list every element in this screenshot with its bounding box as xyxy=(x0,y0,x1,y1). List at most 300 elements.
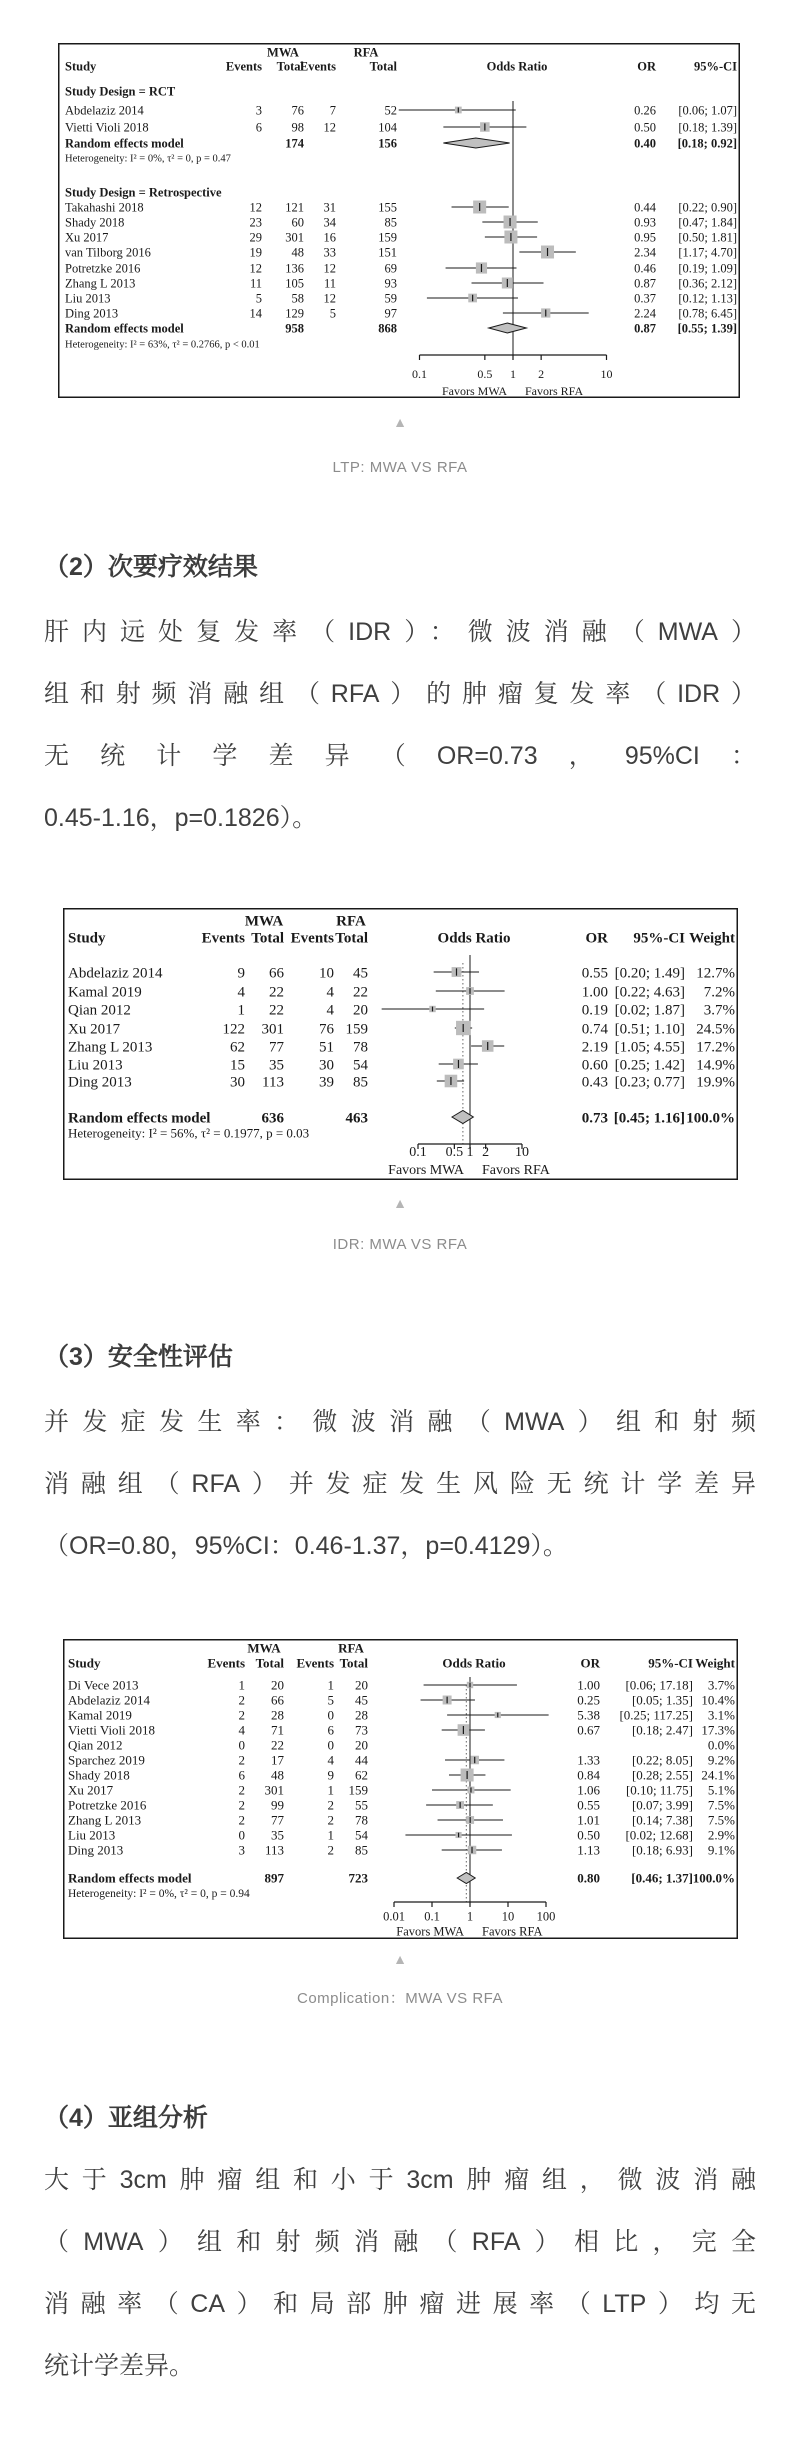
total1-value: 22 xyxy=(271,1737,284,1753)
or-value: 1.13 xyxy=(577,1842,600,1858)
events1-value: 14 xyxy=(249,306,262,321)
favors-left-label: Favors MWA xyxy=(396,1924,464,1939)
study-name: Qian 2012 xyxy=(68,1002,131,1019)
or-value: 2.34 xyxy=(634,245,656,260)
events2-value: 7 xyxy=(329,103,336,118)
events1-value: 5 xyxy=(255,291,262,306)
ci-value: [0.51; 1.10] xyxy=(614,1021,685,1038)
paragraph-line: 0.45-1.16，p=0.1826）。 xyxy=(44,804,318,832)
study-name: Zhang L 2013 xyxy=(68,1039,153,1056)
study-name: Qian 2012 xyxy=(68,1737,123,1753)
events2-value: 1 xyxy=(327,1782,334,1798)
ci-value: [0.22; 8.05] xyxy=(631,1752,693,1768)
triangle-separator-icon: ▲ xyxy=(393,414,407,430)
study-name: Abdelaziz 2014 xyxy=(68,1692,150,1708)
or-value: 2.24 xyxy=(634,306,656,321)
events2-value: 11 xyxy=(323,276,336,291)
total1-value: 66 xyxy=(271,1692,284,1708)
ci-value: [0.28; 2.55] xyxy=(631,1767,693,1783)
ci-value: [0.19; 1.09] xyxy=(678,261,737,276)
events1-value: 12 xyxy=(249,200,262,215)
ci-value: [1.05; 4.55] xyxy=(614,1039,685,1056)
summary-ci: [0.46; 1.37] xyxy=(631,1870,693,1886)
or-value: 0.55 xyxy=(581,965,608,982)
or-value: 5.38 xyxy=(577,1707,600,1723)
total2-value: 159 xyxy=(348,1782,368,1798)
ci-value: [0.47; 1.84] xyxy=(678,215,737,230)
events1-value: 1 xyxy=(238,1677,245,1693)
total1-value: 301 xyxy=(285,230,304,245)
total2-value: 54 xyxy=(355,1827,368,1843)
events2-value: 4 xyxy=(326,1002,334,1019)
paragraph-line: 无统计学差异（OR=0.73，95%CI： xyxy=(44,742,756,770)
col-header-group2: RFA xyxy=(336,913,366,930)
study-name: Kamal 2019 xyxy=(68,1707,132,1723)
total2-value: 20 xyxy=(355,1737,368,1753)
total1-value: 136 xyxy=(285,261,304,276)
events1-value: 3 xyxy=(255,103,262,118)
weight-value: 2.9% xyxy=(707,1827,735,1843)
events2-value: 9 xyxy=(327,1767,334,1783)
summary-total1: 174 xyxy=(285,136,304,151)
col-header-or: OR xyxy=(585,930,608,947)
section-heading-secondary-outcomes: （2）次要疗效结果 xyxy=(44,553,258,581)
or-value: 0.87 xyxy=(634,276,656,291)
events1-value: 23 xyxy=(249,215,262,230)
total2-value: 85 xyxy=(384,215,397,230)
weight-value: 7.5% xyxy=(707,1812,735,1828)
figure-caption-idr: IDR: MWA VS RFA xyxy=(332,1236,468,1253)
study-name: Xu 2017 xyxy=(68,1021,121,1038)
or-value: 2.19 xyxy=(581,1039,608,1056)
axis-tick-label: 0.1 xyxy=(409,1144,427,1160)
total1-value: 17 xyxy=(271,1752,284,1768)
col-header-events: Events xyxy=(296,1655,334,1671)
summary-or: 0.40 xyxy=(634,136,656,151)
favors-right-label: Favors RFA xyxy=(482,1924,543,1939)
total1-value: 20 xyxy=(271,1677,284,1693)
total2-value: 54 xyxy=(353,1057,368,1074)
paragraph-line: 统计学差异。 xyxy=(44,2352,195,2380)
total1-value: 76 xyxy=(291,103,304,118)
total1-value: 113 xyxy=(262,1074,284,1091)
total1-value: 129 xyxy=(285,306,304,321)
col-header-events: Events xyxy=(290,930,334,947)
article-body xyxy=(0,43,800,2397)
col-header-ci: 95%-CI xyxy=(693,59,737,74)
col-header-group2: RFA xyxy=(353,45,379,60)
study-name: Shady 2018 xyxy=(68,1767,130,1783)
study-name: Vietti Violi 2018 xyxy=(65,120,149,135)
or-value: 1.00 xyxy=(581,984,608,1001)
or-value: 0.19 xyxy=(581,1002,608,1019)
total2-value: 22 xyxy=(353,984,368,1001)
study-name: Abdelaziz 2014 xyxy=(65,103,144,118)
or-value: 0.50 xyxy=(634,120,656,135)
events2-value: 30 xyxy=(319,1057,334,1074)
events1-value: 19 xyxy=(249,245,262,260)
study-name: Takahashi 2018 xyxy=(65,200,144,215)
section-heading-subgroup: （4）亚组分析 xyxy=(44,2104,208,2132)
events2-value: 1 xyxy=(327,1677,334,1693)
total2-value: 73 xyxy=(355,1722,368,1738)
summary-label: Random effects model xyxy=(65,136,184,151)
col-header-weight: Weight xyxy=(689,930,735,947)
total2-value: 62 xyxy=(355,1767,368,1783)
total2-value: 45 xyxy=(353,965,368,982)
study-name: Shady 2018 xyxy=(65,215,125,230)
figure-block-ltp xyxy=(0,43,800,479)
events2-value: 0 xyxy=(327,1707,334,1723)
axis-tick-label: 100 xyxy=(536,1909,556,1924)
or-value: 0.74 xyxy=(581,1021,608,1038)
events2-value: 12 xyxy=(323,261,336,276)
total1-value: 113 xyxy=(264,1842,284,1858)
summary-label: Random effects model xyxy=(65,321,184,336)
axis-tick-label: 10 xyxy=(600,367,613,382)
ci-value: [0.05; 1.35] xyxy=(631,1692,693,1708)
study-name: Ding 2013 xyxy=(65,306,119,321)
favors-right-label: Favors RFA xyxy=(482,1162,550,1178)
or-value: 1.00 xyxy=(577,1677,600,1693)
or-value: 0.95 xyxy=(634,230,656,245)
axis-tick-label: 0.5 xyxy=(445,1144,464,1160)
events2-value: 1 xyxy=(327,1827,334,1843)
or-value: 0.50 xyxy=(577,1827,600,1843)
total1-value: 58 xyxy=(291,291,304,306)
total2-value: 78 xyxy=(355,1812,368,1828)
col-header-study: Study xyxy=(65,59,97,74)
col-header-ci: 95%-CI xyxy=(648,1655,693,1671)
col-header-study: Study xyxy=(68,1655,101,1671)
total1-value: 301 xyxy=(264,1782,284,1798)
paragraph-line: 肝内远处复发率（IDR）：微波消融（MWA） xyxy=(44,618,756,646)
figure-caption-ltp: LTP: MWA VS RFA xyxy=(332,459,468,476)
ci-value: [0.18; 6.93] xyxy=(631,1842,693,1858)
paragraph-complication xyxy=(0,1391,800,1577)
events1-value: 2 xyxy=(238,1812,245,1828)
total2-value: 59 xyxy=(384,291,397,306)
or-value: 0.43 xyxy=(581,1074,608,1091)
ci-value: [0.23; 0.77] xyxy=(614,1074,685,1091)
ci-value: [1.17; 4.70] xyxy=(678,245,737,260)
forest-plot-ltp xyxy=(58,43,740,398)
weight-value: 14.9% xyxy=(696,1057,735,1074)
axis-tick-label: 1 xyxy=(466,1909,474,1924)
figure-block-complication xyxy=(0,1639,800,2010)
or-value: 0.25 xyxy=(577,1692,600,1708)
col-header-odds-ratio: Odds Ratio xyxy=(437,930,511,947)
heterogeneity-text: Heterogeneity: I² = 63%, τ² = 0.2766, p < 0.01 xyxy=(65,339,260,351)
axis-tick-label: 0.1 xyxy=(412,367,427,382)
col-header-total: Total xyxy=(276,59,304,74)
weight-value: 12.7% xyxy=(696,965,735,982)
col-header-group1: MWA xyxy=(267,45,299,60)
events2-value: 39 xyxy=(319,1074,334,1091)
total1-value: 77 xyxy=(269,1039,284,1056)
col-header-group2: RFA xyxy=(338,1640,364,1656)
events1-value: 9 xyxy=(237,965,245,982)
col-header-odds-ratio: Odds Ratio xyxy=(442,1655,506,1671)
total1-value: 48 xyxy=(271,1767,284,1783)
or-value: 1.33 xyxy=(577,1752,600,1768)
events2-value: 16 xyxy=(323,230,336,245)
study-name: van Tilborg 2016 xyxy=(65,245,151,260)
study-name: Xu 2017 xyxy=(65,230,109,245)
or-value: 0.26 xyxy=(634,103,656,118)
paragraph-line: 并发症发生率：微波消融（MWA）组和射频 xyxy=(44,1408,756,1436)
ci-value: [0.02; 12.68] xyxy=(625,1827,693,1843)
col-header-events: Events xyxy=(207,1655,245,1671)
total1-value: 301 xyxy=(261,1021,284,1038)
col-header-ci: 95%-CI xyxy=(633,930,685,947)
ci-value: [0.36; 2.12] xyxy=(678,276,737,291)
study-name: Di Vece 2013 xyxy=(68,1677,139,1693)
events2-value: 31 xyxy=(323,200,336,215)
events1-value: 6 xyxy=(238,1767,245,1783)
study-name: Potretzke 2016 xyxy=(68,1797,147,1813)
study-name: Kamal 2019 xyxy=(68,984,142,1001)
total2-value: 28 xyxy=(355,1707,368,1723)
total1-value: 99 xyxy=(271,1797,284,1813)
col-header-total: Total xyxy=(369,59,397,74)
ci-value: [0.78; 6.45] xyxy=(678,306,737,321)
weight-value: 9.2% xyxy=(707,1752,735,1768)
study-name: Potretzke 2016 xyxy=(65,261,141,276)
ci-value: [0.06; 17.18] xyxy=(625,1677,693,1693)
ci-value: [0.07; 3.99] xyxy=(631,1797,693,1813)
weight-value: 24.1% xyxy=(701,1767,735,1783)
summary-total1: 897 xyxy=(264,1870,284,1886)
summary-ci: [0.45; 1.16] xyxy=(613,1110,685,1127)
axis-tick-label: 2 xyxy=(482,1144,490,1160)
ci-value: [0.25; 1.42] xyxy=(614,1057,685,1074)
paragraph-idr xyxy=(0,601,800,849)
events2-value: 10 xyxy=(319,965,334,982)
ci-value: [0.02; 1.87] xyxy=(614,1002,685,1019)
events2-value: 5 xyxy=(327,1692,334,1708)
summary-label: Random effects model xyxy=(68,1110,211,1127)
study-name: Liu 2013 xyxy=(68,1057,123,1074)
events1-value: 0 xyxy=(238,1827,245,1843)
events1-value: 4 xyxy=(238,1722,245,1738)
events1-value: 2 xyxy=(238,1752,245,1768)
weight-value: 3.7% xyxy=(707,1677,735,1693)
weight-value: 9.1% xyxy=(707,1842,735,1858)
events2-value: 51 xyxy=(319,1039,334,1056)
summary-weight: 100.0% xyxy=(692,1870,735,1886)
col-header-weight: Weight xyxy=(695,1655,735,1671)
ci-value: [0.22; 0.90] xyxy=(678,200,737,215)
events1-value: 15 xyxy=(230,1057,245,1074)
events2-value: 0 xyxy=(327,1737,334,1753)
figure-caption-complication: Complication：MWA VS RFA xyxy=(297,1990,503,2007)
heterogeneity-text: Heterogeneity: I² = 0%, τ² = 0, p = 0.47 xyxy=(65,153,231,165)
events2-value: 4 xyxy=(326,984,334,1001)
col-header-total: Total xyxy=(335,930,368,947)
col-header-total: Total xyxy=(339,1655,368,1671)
total2-value: 69 xyxy=(384,261,397,276)
or-value: 0.67 xyxy=(577,1722,600,1738)
events2-value: 2 xyxy=(327,1797,334,1813)
or-value: 0.37 xyxy=(634,291,656,306)
paragraph-subgroup xyxy=(0,2149,800,2397)
study-name: Ding 2013 xyxy=(68,1842,124,1858)
weight-value: 17.3% xyxy=(701,1722,735,1738)
weight-value: 17.2% xyxy=(696,1039,735,1056)
or-value: 1.06 xyxy=(577,1782,600,1798)
events1-value: 1 xyxy=(237,1002,245,1019)
total1-value: 48 xyxy=(291,245,304,260)
col-header-or: OR xyxy=(580,1655,600,1671)
summary-or: 0.73 xyxy=(581,1110,608,1127)
total1-value: 60 xyxy=(291,215,304,230)
or-value: 0.55 xyxy=(577,1797,600,1813)
events2-value: 12 xyxy=(323,291,336,306)
triangle-separator-icon: ▲ xyxy=(393,1951,407,1967)
study-name: Sparchez 2019 xyxy=(68,1752,145,1768)
subgroup-label: Study Design = Retrospective xyxy=(65,185,222,200)
or-value: 0.84 xyxy=(577,1767,600,1783)
section-heading-safety: （3）安全性评估 xyxy=(44,1343,233,1371)
col-header-odds-ratio: Odds Ratio xyxy=(486,59,548,74)
or-value: 0.46 xyxy=(634,261,656,276)
col-header-total: Total xyxy=(255,1655,284,1671)
events1-value: 3 xyxy=(238,1842,245,1858)
paragraph-line: 消融组（RFA）并发症发生风险无统计学差异 xyxy=(44,1470,756,1498)
paragraph-line: （OR=0.80，95%CI：0.46-1.37，p=0.4129）。 xyxy=(44,1532,568,1560)
summary-or: 0.87 xyxy=(634,321,656,336)
total2-value: 151 xyxy=(378,245,397,260)
favors-right-label: Favors RFA xyxy=(525,384,584,398)
study-name: Liu 2013 xyxy=(65,291,111,306)
summary-ci: [0.18; 0.92] xyxy=(677,136,737,151)
col-header-study: Study xyxy=(68,930,106,947)
summary-total2: 723 xyxy=(348,1870,368,1886)
favors-left-label: Favors MWA xyxy=(388,1162,464,1178)
study-name: Xu 2017 xyxy=(68,1782,114,1798)
summary-total1: 958 xyxy=(285,321,304,336)
total2-value: 20 xyxy=(355,1677,368,1693)
paragraph-line: 消融率（CA）和局部肿瘤进展率（LTP）均无 xyxy=(44,2290,756,2318)
ci-value: [0.50; 1.81] xyxy=(678,230,737,245)
figure-block-idr xyxy=(0,908,800,1256)
or-value: 0.93 xyxy=(634,215,656,230)
subgroup-label: Study Design = RCT xyxy=(65,84,176,99)
total1-value: 105 xyxy=(285,276,304,291)
axis-tick-label: 1 xyxy=(510,367,516,382)
events1-value: 12 xyxy=(249,261,262,276)
study-name: Zhang L 2013 xyxy=(65,276,136,291)
paragraph-line: （MWA）组和射频消融（RFA）相比，完全 xyxy=(44,2228,756,2256)
total1-value: 71 xyxy=(271,1722,284,1738)
weight-value: 24.5% xyxy=(696,1021,735,1038)
total1-value: 35 xyxy=(269,1057,284,1074)
events1-value: 2 xyxy=(238,1692,245,1708)
weight-value: 7.2% xyxy=(703,984,735,1001)
summary-weight: 100.0% xyxy=(686,1110,735,1127)
total2-value: 93 xyxy=(384,276,397,291)
total2-value: 155 xyxy=(378,200,397,215)
heterogeneity-text: Heterogeneity: I² = 56%, τ² = 0.1977, p = 0.03 xyxy=(68,1125,310,1141)
study-name: Liu 2013 xyxy=(68,1827,116,1843)
events1-value: 30 xyxy=(230,1074,245,1091)
weight-value: 5.1% xyxy=(707,1782,735,1798)
summary-ci: [0.55; 1.39] xyxy=(677,321,737,336)
forest-plot-idr xyxy=(63,908,738,1180)
axis-tick-label: 10 xyxy=(515,1144,529,1160)
study-name: Abdelaziz 2014 xyxy=(68,965,163,982)
events2-value: 6 xyxy=(327,1722,334,1738)
weight-value: 0.0% xyxy=(707,1737,735,1753)
or-value: 0.44 xyxy=(634,200,656,215)
total2-value: 55 xyxy=(355,1797,368,1813)
total2-value: 97 xyxy=(384,306,397,321)
weight-value: 10.4% xyxy=(701,1692,735,1708)
axis-tick-label: 0.1 xyxy=(424,1909,440,1924)
events2-value: 5 xyxy=(329,306,336,321)
events2-value: 76 xyxy=(319,1021,334,1038)
col-header-events: Events xyxy=(225,59,262,74)
total2-value: 78 xyxy=(353,1039,368,1056)
events1-value: 11 xyxy=(249,276,262,291)
ci-value: [0.25; 117.25] xyxy=(619,1707,693,1723)
events1-value: 2 xyxy=(238,1707,245,1723)
or-value: 0.60 xyxy=(581,1057,608,1074)
total1-value: 35 xyxy=(271,1827,284,1843)
total2-value: 85 xyxy=(353,1074,368,1091)
axis-tick-label: 1 xyxy=(466,1144,474,1160)
forest-plot-complication xyxy=(63,1639,738,1939)
paragraph-line: 大于3cm肿瘤组和小于3cm肿瘤组，微波消融 xyxy=(44,2166,756,2194)
events1-value: 6 xyxy=(255,120,262,135)
favors-left-label: Favors MWA xyxy=(442,384,507,398)
article-page xyxy=(0,43,800,2448)
events2-value: 12 xyxy=(323,120,336,135)
summary-total2: 463 xyxy=(345,1110,368,1127)
total1-value: 121 xyxy=(285,200,304,215)
events1-value: 4 xyxy=(237,984,245,1001)
triangle-separator-icon: ▲ xyxy=(393,1195,407,1211)
events1-value: 2 xyxy=(238,1797,245,1813)
weight-value: 3.1% xyxy=(707,1707,735,1723)
events2-value: 2 xyxy=(327,1842,334,1858)
col-header-or: OR xyxy=(637,59,656,74)
total1-value: 98 xyxy=(291,120,304,135)
axis-tick-label: 2 xyxy=(538,367,545,382)
weight-value: 3.7% xyxy=(703,1002,735,1019)
events2-value: 4 xyxy=(327,1752,334,1768)
or-value: 1.01 xyxy=(577,1812,600,1828)
paragraph-line: 组和射频消融组（RFA）的肿瘤复发率（IDR） xyxy=(44,680,756,708)
col-header-group1: MWA xyxy=(244,913,284,930)
total2-value: 45 xyxy=(355,1692,368,1708)
events1-value: 0 xyxy=(238,1737,245,1753)
events1-value: 29 xyxy=(249,230,262,245)
ci-value: [0.20; 1.49] xyxy=(614,965,685,982)
events1-value: 2 xyxy=(238,1782,245,1798)
summary-total2: 156 xyxy=(378,136,397,151)
total2-value: 159 xyxy=(378,230,397,245)
total1-value: 22 xyxy=(269,1002,284,1019)
summary-total1: 636 xyxy=(261,1110,284,1127)
study-name: Zhang L 2013 xyxy=(68,1812,142,1828)
total1-value: 66 xyxy=(269,965,284,982)
ci-value: [0.18; 2.47] xyxy=(631,1722,693,1738)
study-name: Vietti Violi 2018 xyxy=(68,1722,156,1738)
total2-value: 44 xyxy=(355,1752,368,1768)
summary-or: 0.80 xyxy=(577,1870,600,1886)
